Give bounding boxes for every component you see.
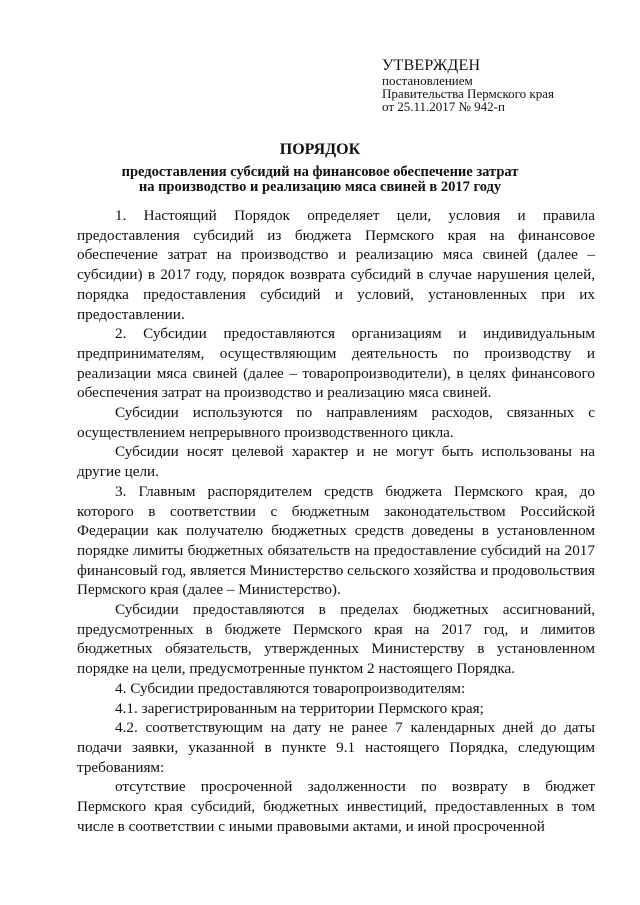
paragraph-3: Субсидии используются по направлениям расходов, связанных с осуществлением непрерывного производственного цикла.	[77, 404, 595, 441]
approval-block	[382, 58, 622, 113]
document-body	[77, 206, 595, 837]
paragraph-5: 3. Главным распорядителем средств бюджета Пермского края, до которого в соответствии с бюджетным законодательством Российской Федерации как получателю бюджетных средств доведены в установленном порядке лимиты бюджетных обязательств на предоставление субсидий на 2017 финансовый год, является Министерство сельского хозяйства и продовольствия Пермского края (далее – Министерство).	[77, 482, 595, 599]
document-title: ПОРЯДОК	[279, 141, 361, 158]
paragraph-8: 4.1. зарегистрированным на территории Пермского края;	[115, 699, 484, 717]
approval-title: УТВЕРЖДЕН	[382, 57, 481, 74]
document-subtitle-line-2: на производство и реализацию мяса свиней в 2017 году	[138, 179, 502, 195]
paragraph-1: 1. Настоящий Порядок определяет цели, условия и правила предоставления субсидий из бюджета Пермского края на финансовое обеспечение затрат на производство и реализацию мяса свиней (далее – субсидии) в 2017 году, порядок возврата субсидий в случае нарушения целей, порядка предоставления субсидий и условий, установленных при их предоставлении.	[77, 207, 595, 323]
paragraph-6: Субсидии предоставляются в пределах бюджетных ассигнований, предусмотренных в бюджете Пермского края на 2017 год, и лимитов бюджетных обязательств, утвержденных Министерству в установленном порядке на цели, предусмотренные пунктом 2 настоящего Порядка.	[77, 601, 595, 678]
document-subtitle	[0, 165, 640, 195]
approval-line-3: от 25.11.2017 № 942-п	[382, 99, 505, 114]
paragraph-10: отсутствие просроченной задолженности по возврату в бюджет Пермского края субсидий, бюджетных инвестиций, предоставленных в том числе в соответствии с иными правовыми актами, и иной просроченной	[77, 778, 595, 835]
document-subtitle-line-1: предоставления субсидий на финансовое обеспечение затрат	[121, 164, 519, 180]
paragraph-2: 2. Субсидии предоставляются организациям и индивидуальным предпринимателям, осуществляющим деятельность по производству и реализации мяса свиней (далее – товаропроизводители), в целях финансового обеспечения затрат на производство и реализацию мяса свиней.	[77, 325, 595, 402]
approval-line-1: постановлением	[382, 73, 473, 88]
paragraph-4: Субсидии носят целевой характер и не могут быть использованы на другие цели.	[77, 443, 595, 481]
paragraph-9: 4.2. соответствующим на дату не ранее 7 календарных дней до даты подачи заявки, указанной в пункте 9.1 настоящего Порядка, следующим требованиям:	[77, 719, 595, 776]
paragraph-7: 4. Субсидии предоставляются товаропроизводителям:	[115, 679, 466, 697]
approval-line-2: Правительства Пермского края	[382, 86, 554, 101]
